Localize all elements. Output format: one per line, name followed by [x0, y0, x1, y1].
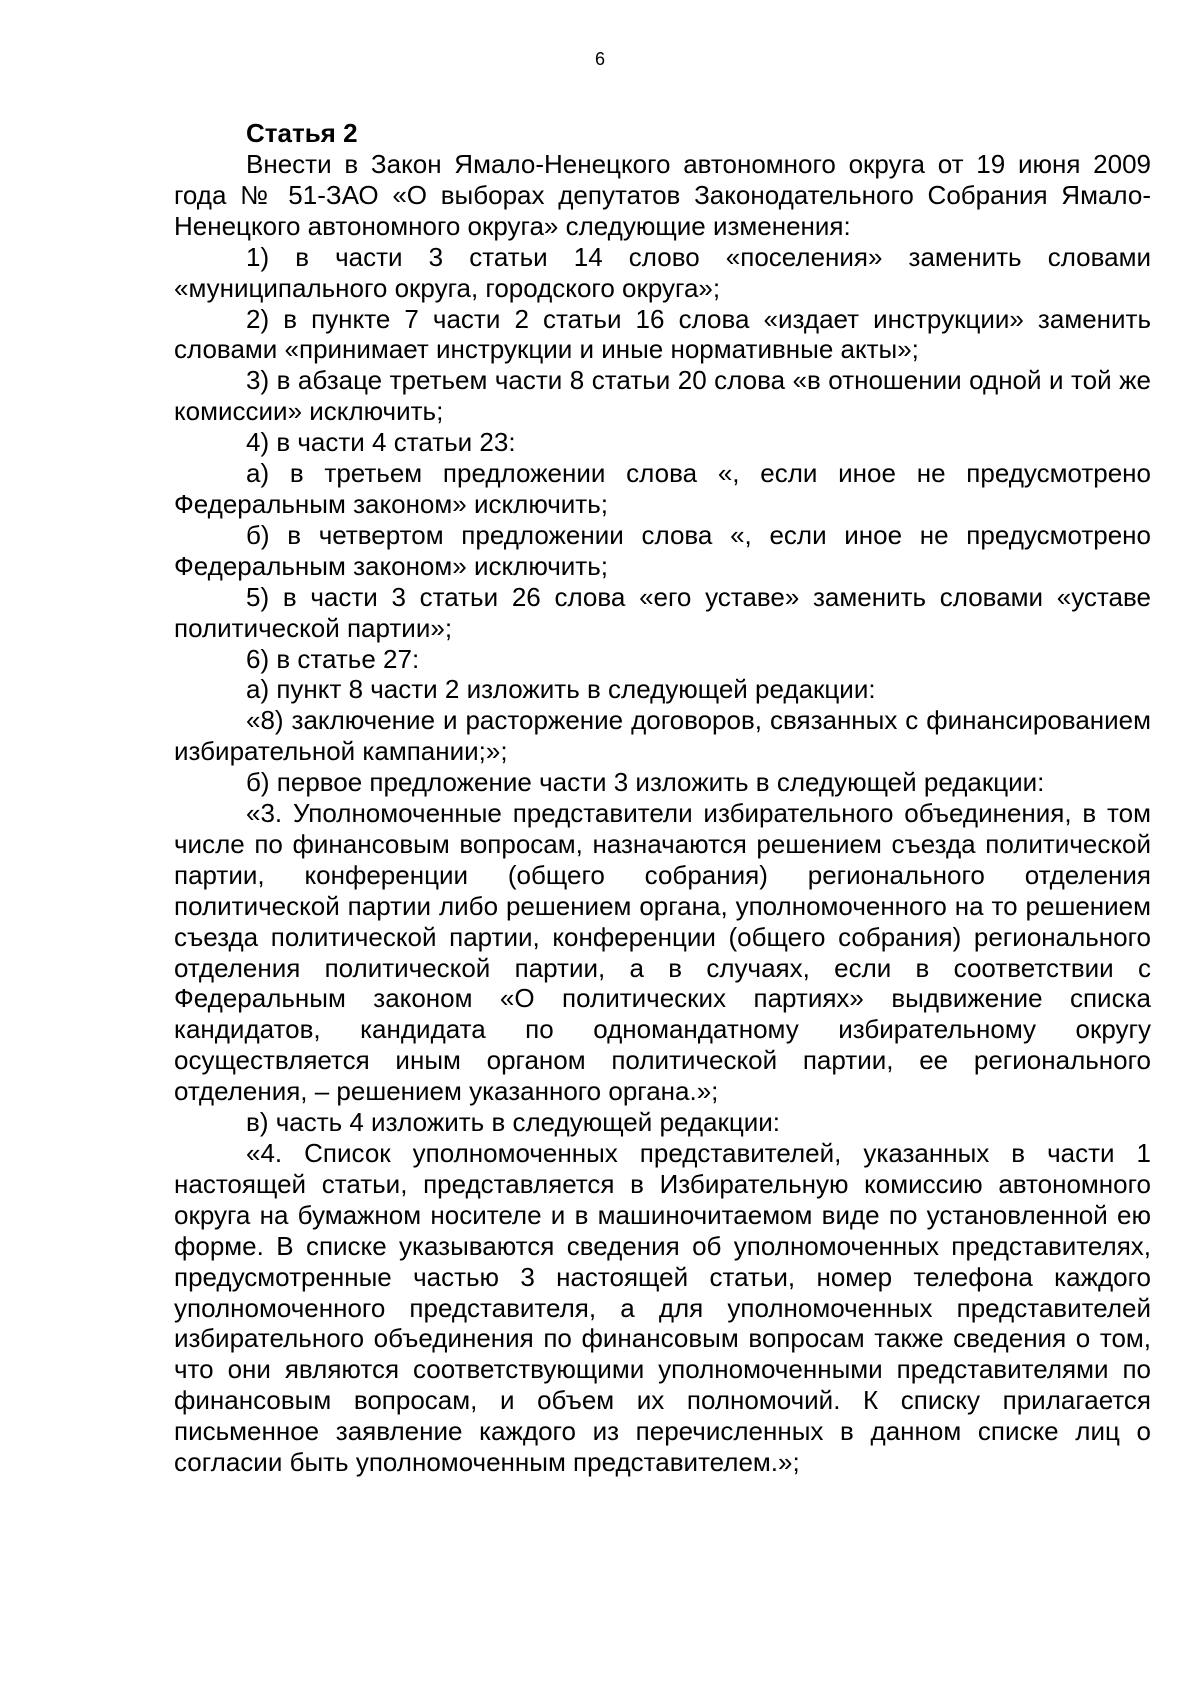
paragraph-item-4b: б) в четвертом предложении слова «, если иное не предусмотрено Федеральным законом» исключить; — [174, 519, 1151, 581]
paragraph-item-6b: б) первое предложение части 3 изложить в следующей редакции: — [246, 767, 1045, 798]
paragraph-item-4: 4) в части 4 статьи 23: — [246, 427, 516, 458]
paragraph-item-1: 1) в части 3 статьи 14 слово «поселения» заменить словами «муниципального округа, городского округа»; — [174, 241, 1151, 303]
article-heading: Статья 2 — [246, 118, 358, 148]
paragraph-item-5: 5) в части 3 статьи 26 слова «его уставе» заменить словами «уставе политической партии»; — [174, 581, 1151, 643]
paragraph-item-3: 3) в абзаце третьем части 8 статьи 20 слова «в отношении одной и той же комиссии» исключить; — [174, 365, 1151, 427]
paragraph-intro: Внести в Закон Ямало-Ненецкого автономного округа от 19 июня 2009 года № 51-ЗАО «О выборах депутатов Законодательного Собрания Ямало-Ненецкого автономного округа» следующие изменения: — [174, 149, 1151, 241]
document-body — [174, 118, 1151, 1478]
paragraph-item-4a: а) в третьем предложении слова «, если иное не предусмотрено Федеральным законом» исключить; — [174, 458, 1151, 519]
paragraph-item-6: 6) в статье 27: — [246, 643, 420, 674]
paragraph-quote-4: «4. Список уполномоченных представителей, указанных в части 1 настоящей статьи, представляется в Избирательную комиссию автономного округа на бумажном носителе и в машиночитаемом виде по установленной ею форме. В списке указываются сведения об уполномоченных представителях, предусмотренные частью 3 настоящей статьи, номер телефона каждого уполномоченного представителя, а для уполномоченных представителей избирательного объединения по финансовым вопросам также сведения о том, что они являются соответствующими уполномоченными представителями по финансовым вопросам, и объем их полномочий. К списку прилагается письменное заявление каждого из перечисленных в данном списке лиц о согласии быть уполномоченным представителем.»; — [174, 1138, 1151, 1478]
page-number: 6 — [594, 49, 605, 69]
paragraph-quote-3: «3. Уполномоченные представители избирательного объединения, в том числе по финансовым вопросам, назначаются решением съезда политической партии, конференции (общего собрания) регионального отделения политической партии либо решением органа, уполномоченного на то решением съезда политической партии, конференции (общего собрания) регионального отделения политической партии, а в случаях, если в соответствии с Федеральным законом «О политических партиях» выдвижение списка кандидатов, кандидата по одномандатному избирательному округу осуществляется иным органом политической партии, ее регионального отделения, – решением указанного органа.»; — [174, 798, 1151, 1107]
paragraph-quote-8: «8) заключение и расторжение договоров, связанных с финансированием избирательной кампании;»; — [174, 705, 1151, 767]
paragraph-item-6a: а) пункт 8 части 2 изложить в следующей редакции: — [246, 674, 876, 705]
paragraph-item-6v: в) часть 4 изложить в следующей редакции: — [246, 1107, 781, 1138]
paragraph-item-2: 2) в пункте 7 части 2 статьи 16 слова «издает инструкции» заменить словами «принимает инструкции и иные нормативные акты»; — [174, 303, 1151, 365]
